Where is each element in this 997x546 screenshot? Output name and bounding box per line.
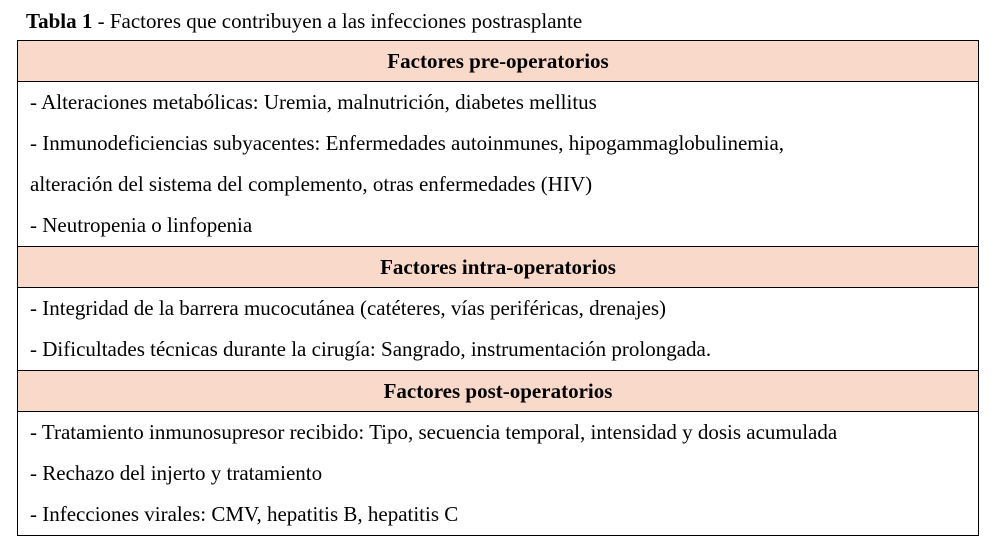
section-header-post-operatorios: Factores post-operatorios — [18, 371, 979, 412]
list-item: - Tratamiento inmunosupresor recibido: Tipo, secuencia temporal, intensidad y dosis acumulada — [30, 420, 838, 444]
section-body-pre-operatorios — [18, 82, 979, 247]
list-item: - Neutropenia o linfopenia — [30, 213, 253, 237]
section-body-row — [18, 288, 979, 371]
list-item: - Alteraciones metabólicas: Uremia, malnutrición, diabetes mellitus — [30, 90, 597, 114]
caption-label: Tabla 1 — [26, 9, 93, 33]
section-header-row — [18, 247, 979, 288]
caption-text: Factores que contribuyen a las infecciones postrasplante — [109, 9, 583, 33]
section-header-intra-operatorios: Factores intra-operatorios — [18, 247, 979, 288]
caption-separator: - — [92, 9, 110, 33]
list-item: - Dificultades técnicas durante la cirugía: Sangrado, instrumentación prolongada. — [30, 337, 712, 361]
section-body-row — [18, 412, 979, 536]
list-item: - Integridad de la barrera mucocutánea (catéteres, vías periféricas, drenajes) — [30, 296, 667, 320]
list-item: - Rechazo del injerto y tratamiento — [30, 461, 323, 485]
section-body-intra-operatorios — [18, 288, 979, 371]
section-header-row — [18, 41, 979, 82]
section-header-row — [18, 371, 979, 412]
list-item: - Inmunodeficiencias subyacentes: Enfermedades autoinmunes, hipogammaglobulinemia, — [30, 131, 785, 155]
factors-table — [17, 40, 979, 536]
section-header-pre-operatorios: Factores pre-operatorios — [18, 41, 979, 82]
table-caption — [26, 8, 582, 34]
section-body-row — [18, 82, 979, 247]
list-item: alteración del sistema del complemento, otras enfermedades (HIV) — [30, 172, 593, 196]
section-body-post-operatorios — [18, 412, 979, 536]
list-item: - Infecciones virales: CMV, hepatitis B, hepatitis C — [30, 502, 459, 526]
